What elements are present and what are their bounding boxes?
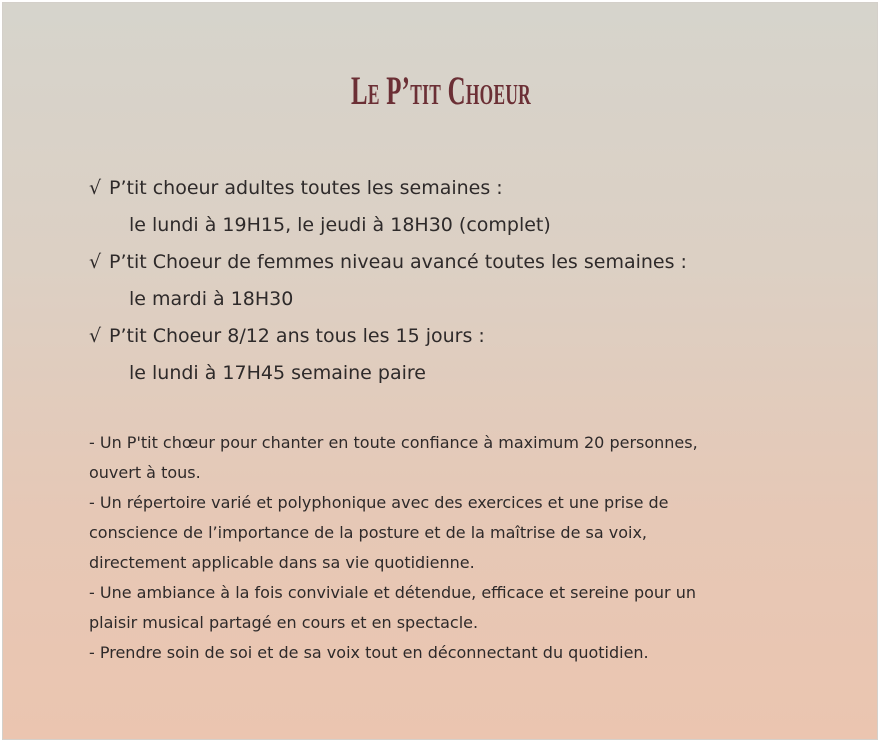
schedule-heading-text: P’tit choeur adultes toutes les semaines :	[109, 177, 503, 199]
schedule-detail-adults: le lundi à 19H15, le jeudi à 18H30 (complet)	[129, 214, 551, 236]
note-line: - Une ambiance à la fois conviviale et détendue, efficace et sereine pour un	[89, 583, 696, 602]
schedule-heading-adults	[89, 173, 687, 210]
check-icon: √	[89, 177, 102, 199]
note-line: - Un répertoire varié et polyphonique avec des exercices et une prise de	[89, 493, 669, 512]
note-line: directement applicable dans sa vie quotidienne.	[89, 553, 475, 572]
content-panel	[2, 2, 878, 740]
page-title: Le P’tit Choeur	[350, 68, 532, 113]
note-line: - Un P'tit chœur pour chanter en toute confiance à maximum 20 personnes,	[89, 433, 698, 452]
schedule-detail-kids: le lundi à 17H45 semaine paire	[129, 362, 426, 384]
schedule-list	[89, 173, 687, 395]
schedule-heading-kids	[89, 321, 687, 358]
note-line: conscience de l’importance de la posture et de la maîtrise de sa voix,	[89, 523, 647, 542]
schedule-detail-women: le mardi à 18H30	[129, 288, 294, 310]
check-icon: √	[89, 251, 102, 273]
description-notes	[89, 428, 779, 668]
schedule-heading-text: P’tit Choeur de femmes niveau avancé toutes les semaines :	[109, 251, 687, 273]
note-line: ouvert à tous.	[89, 463, 201, 482]
note-line: - Prendre soin de soi et de sa voix tout en déconnectant du quotidien.	[89, 643, 649, 662]
note-line: plaisir musical partagé en cours et en spectacle.	[89, 613, 479, 632]
check-icon: √	[89, 325, 102, 347]
schedule-heading-women	[89, 247, 687, 284]
schedule-heading-text: P’tit Choeur 8/12 ans tous les 15 jours :	[109, 325, 485, 347]
